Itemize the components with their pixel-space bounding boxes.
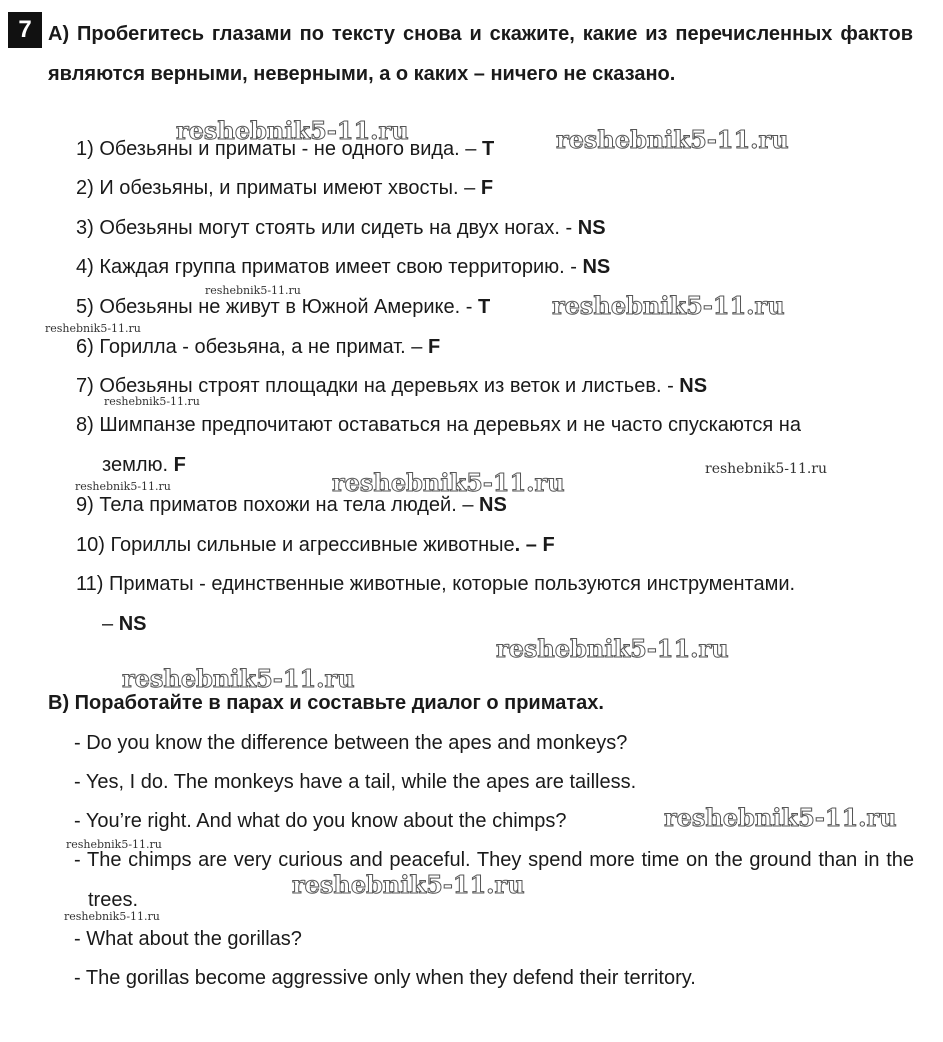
list-item <box>76 209 914 247</box>
item-text: 7) Обезьяны строят площадки на деревьях из веток и листьев. - <box>76 375 680 397</box>
dialogue-line: - The chimps are very curious and peaceful. They spend more time on the ground than in the trees. <box>74 849 914 911</box>
item-text: 9) Тела приматов похожи на тела людей. – <box>76 494 480 516</box>
item-text: 11) Приматы - единственные животные, которые пользуются инструментами. <box>76 573 796 595</box>
item-text: 6) Горилла - обезьяна, а не примат. – <box>76 336 428 358</box>
watermark: reshebnik5-11.ru <box>104 395 200 408</box>
list-item <box>76 405 914 485</box>
list-item <box>76 328 914 366</box>
list-item <box>76 248 914 286</box>
list-item <box>76 564 914 644</box>
item-answer: T <box>481 138 495 160</box>
watermark: reshebnik5-11.ru <box>332 468 565 497</box>
item-answer: NS <box>577 217 606 239</box>
item-answer: F <box>427 336 441 358</box>
exercise-number: 7 <box>8 12 42 48</box>
heading-b: В) Поработайте в парах и составьте диалог о приматах. <box>48 692 604 714</box>
item-answer: NS <box>118 613 147 635</box>
item-text: 3) Обезьяны могут стоять или сидеть на двух ногах. - <box>76 217 578 239</box>
dialogue-line: - The gorillas become aggressive only when they defend their territory. <box>74 967 696 989</box>
list-item <box>76 169 914 207</box>
watermark: reshebnik5-11.ru <box>176 116 409 145</box>
watermark: reshebnik5-11.ru <box>552 291 785 320</box>
watermark: reshebnik5-11.ru <box>205 284 301 297</box>
watermark: reshebnik5-11.ru <box>705 461 828 477</box>
item-answer: NS <box>582 256 611 278</box>
dialogue-line: - You’re right. And what do you know about the chimps? <box>74 810 567 832</box>
item-text: 2) И обезьяны, и приматы имеют хвосты. – <box>76 177 481 199</box>
item-continuation: – NS <box>102 613 147 635</box>
watermark: reshebnik5-11.ru <box>556 125 789 154</box>
item-text: 5) Обезьяны не живут в Южной Америке. - <box>76 296 478 318</box>
item-punct: . – <box>514 534 543 556</box>
watermark: reshebnik5-11.ru <box>122 664 355 693</box>
item-continuation: землю. F <box>102 454 186 476</box>
dialogue-line: - What about the gorillas? <box>74 928 302 950</box>
watermark: reshebnik5-11.ru <box>64 910 160 923</box>
item-answer: F <box>480 177 494 199</box>
item-text: 4) Каждая группа приматов имеет свою территорию. - <box>76 256 583 278</box>
watermark: reshebnik5-11.ru <box>292 870 525 899</box>
item-answer: F <box>542 534 555 556</box>
item-answer: F <box>173 454 186 476</box>
list-item <box>76 486 914 524</box>
watermark: reshebnik5-11.ru <box>496 634 729 663</box>
list-item <box>76 367 914 405</box>
dialogue-line: - Yes, I do. The monkeys have a tail, while the apes are tailless. <box>74 771 637 793</box>
item-text: 10) Гориллы сильные и агрессивные животные <box>76 534 515 556</box>
list-item <box>76 288 914 326</box>
item-text: 1) Обезьяны и приматы - не одного вида. – <box>76 138 482 160</box>
watermark: reshebnik5-11.ru <box>75 480 171 493</box>
item-text: 8) Шимпанзе предпочитают оставаться на деревьях и не часто спускаются на <box>76 414 801 436</box>
watermark: reshebnik5-11.ru <box>66 838 162 851</box>
watermark: reshebnik5-11.ru <box>664 803 897 832</box>
item-answer: NS <box>479 494 507 516</box>
list-item <box>76 526 914 564</box>
list-item <box>76 130 914 168</box>
item-answer: T <box>477 296 491 318</box>
dialogue-line: - Do you know the difference between the apes and monkeys? <box>74 732 628 754</box>
heading-a: А) Пробегитесь глазами по тексту снова и скажите, какие из перечисленных фактов являются верными, неверными, а о каких – ничего не сказано. <box>48 23 913 85</box>
watermark: reshebnik5-11.ru <box>45 322 141 335</box>
item-answer: NS <box>679 375 708 397</box>
